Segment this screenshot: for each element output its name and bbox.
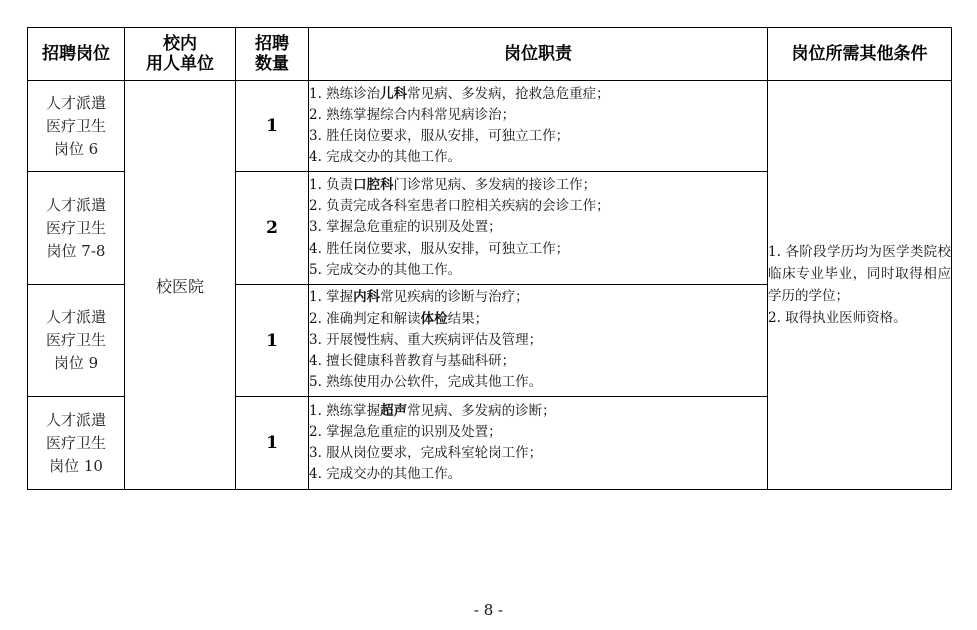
header-count: [236, 28, 309, 81]
header-count-line2: 数量: [255, 54, 289, 74]
unit-cell: 校医院: [125, 81, 236, 490]
duty-line: 3. 服从岗位要求，完成科室轮岗工作；: [309, 445, 543, 461]
post-line: 医疗卫生: [45, 218, 106, 237]
duty-line: 1. 掌握内科常见疾病的诊断与治疗；: [309, 289, 529, 306]
duty-line: 1. 负责口腔科门诊常见病、多发病的接诊工作；: [309, 176, 597, 193]
post-line: 医疗卫生: [45, 433, 106, 452]
header-unit: [125, 28, 236, 81]
table-row: [28, 81, 952, 172]
post-line: 医疗卫生: [45, 331, 106, 349]
post-cell: [28, 397, 125, 490]
duty-line: 2. 准确判定和解读体检结果；: [309, 310, 489, 327]
recruitment-table: [27, 27, 952, 490]
duty-line: 3. 胜任岗位要求，服从安排，可独立工作；: [309, 128, 570, 144]
condition-line: 2. 取得执业医师资格。: [768, 310, 907, 326]
header-row: [28, 28, 952, 81]
duty-line: 2. 负责完成各科室患者口腔相关疾病的会诊工作；: [309, 198, 610, 215]
post-line: 岗位 10: [49, 456, 103, 475]
post-cell: [28, 172, 125, 285]
post-line: 岗位 9: [53, 354, 99, 372]
header-conditions: 岗位所需其他条件: [768, 28, 952, 81]
post-line: 人才派遣: [45, 93, 106, 112]
duty-line: 1. 熟练掌握超声常见病、多发病的诊断；: [309, 402, 556, 419]
duties-cell: [309, 81, 768, 172]
post-cell: [28, 285, 125, 397]
duty-line: 4. 完成交办的其他工作。: [309, 149, 462, 166]
header-duties: 岗位职责: [309, 28, 768, 81]
count-cell: 1: [236, 397, 309, 490]
count-cell: 1: [236, 285, 309, 397]
page-number: - 8 -: [473, 601, 504, 619]
duty-line: 1. 熟练诊治儿科常见病、多发病，抢救急危重症；: [309, 85, 610, 102]
duty-line: 5. 熟练使用办公软件，完成其他工作。: [309, 374, 543, 391]
post-line: 人才派遣: [45, 195, 106, 214]
duty-line: 4. 胜任岗位要求，服从安排，可独立工作；: [309, 240, 570, 257]
duties-cell: [309, 397, 768, 490]
post-line: 人才派遣: [45, 410, 106, 429]
duty-line: 2. 掌握急危重症的识别及处置；: [309, 423, 502, 440]
post-line: 医疗卫生: [45, 116, 106, 135]
duty-line: 2. 熟练掌握综合内科常见病诊治；: [309, 106, 516, 123]
header-post: 招聘岗位: [28, 28, 125, 81]
header-unit-line1: 校内: [163, 34, 197, 54]
condition-line: 1. 各阶段学历均为医学类院校临床专业毕业，同时取得相应学历的学位；: [768, 244, 951, 304]
duty-line: 3. 掌握急危重症的识别及处置；: [309, 219, 502, 236]
duty-line: 4. 擅长健康科普教育与基础科研；: [309, 353, 516, 370]
count-cell: 2: [236, 172, 309, 285]
header-count-line1: 招聘: [255, 34, 289, 54]
count-cell: 1: [236, 81, 309, 172]
duty-line: 5. 完成交办的其他工作。: [309, 261, 462, 278]
duty-line: 4. 完成交办的其他工作。: [309, 466, 462, 483]
post-line: 岗位 6: [53, 139, 99, 158]
post-cell: [28, 81, 125, 172]
duty-line: 3. 开展慢性病、重大疾病评估及管理；: [309, 331, 543, 348]
post-line: 人才派遣: [45, 308, 106, 326]
conditions-cell: [768, 81, 952, 490]
duties-cell: [309, 172, 768, 285]
post-line: 岗位 7-8: [46, 241, 106, 260]
header-unit-line2: 用人单位: [146, 54, 214, 74]
duties-cell: [309, 285, 768, 397]
